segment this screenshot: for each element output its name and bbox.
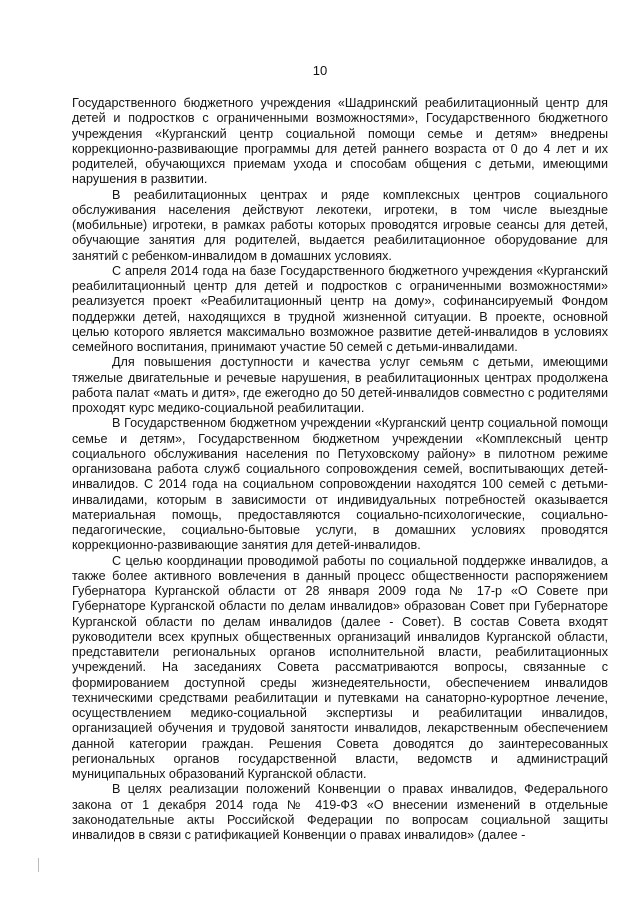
paragraph-social-support-services: В Государственном бюджетном учреждении «Курганский центр социальной помощи семье и детям», Государственном бюджетном учреждении «Комплексный центр социального обслуживания населения по Петуховскому району» в пилотном режиме организована работа служб социального сопровождения семей, воспитывающих детей-инвалидов. С 2014 года на социальном сопровождении находятся 100 семей с детьми-инвалидами, которым в зависимости от индивидуальных потребностей оказывается материальная помощь, предоставляются социально-психологические, социально-педагогические, социально-бытовые услуги, в домашних условиях проводятся коррекционно-развивающие занятия для детей-инвалидов. — [72, 416, 608, 553]
paragraph-governor-council: С целью координации проводимой работы по социальной поддержке инвалидов, а также более активного вовлечения в данный процесс общественности распоряжением Губернатора Курганской области от 28 января 2009 года № 17-р «О Совете при Губернаторе Курганской области по делам инвалидов» образован Совет при Губернаторе Курганской области по делам инвалидов (далее - Совет). В состав Совета входят руководители всех крупных общественных организаций инвалидов Курганской области, представители региональных органов исполнительной власти, реабилитационных учреждений. На заседаниях Совета рассматриваются вопросы, связанные с формированием доступной среды жизнедеятельности, обеспечением инвалидов техническими средствами реабилитации и путевками на санаторно-курортное лечение, осуществлением медико-социальной экспертизы и реабилитации инвалидов, организацией обучения и трудовой занятости инвалидов, лекарственным обеспечением данной категории граждан. Решения Совета доводятся до заинтересованных региональных органов государственной власти, ведомств и администраций муниципальных образований Курганской области. — [72, 553, 608, 781]
paragraph-mother-child-wards: Для повышения доступности и качества услуг семьям с детьми, имеющими тяжелые двигательные и речевые нарушения, в реабилитационных центрах продолжена работа палат «мать и дитя», где ежегодно до 50 детей-инвалидов совместно с родителями проходят курс медико-социальной реабилитации. — [72, 355, 608, 415]
paragraph-home-rehab-project: С апреля 2014 года на базе Государственного бюджетного учреждения «Курганский реабилитационный центр для детей и подростков с ограниченными возможностями» реализуется проект «Реабилитационный центр на дому», софинансируемый Фондом поддержки детей, находящихся в трудной жизненной ситуации. В проекте, основной целью которого является максимально возможное развитие детей-инвалидов в условиях семейного воспитания, принимают участие 50 семей с детьми-инвалидами. — [72, 263, 608, 354]
document-body — [72, 96, 608, 843]
paragraph-convention: В целях реализации положений Конвенции о правах инвалидов, Федерального закона от 1 декабря 2014 года № 419-ФЗ «О внесении изменений в отдельные законодательные акты Российской Федерации по вопросам социальной защиты инвалидов в связи с ратификацией Конвенции о правах инвалидов» (далее - — [72, 782, 608, 842]
scan-edge-mark — [38, 858, 39, 872]
paragraph-continuation: Государственного бюджетного учреждения «Шадринский реабилитационный центр для детей и подростков с ограниченными возможностями», Государственного бюджетного учреждения «Курганский центр социальной помощи семье и детям» внедрены коррекционно-развивающие программы для детей раннего возраста от 0 до 4 лет и их родителей, обучающихся приемам ухода и способам общения с детьми, имеющими нарушения в развитии. — [72, 96, 608, 187]
paragraph-lekoteki: В реабилитационных центрах и ряде комплексных центров социального обслуживания населения действуют лекотеки, игротеки, в том числе выездные (мобильные) игротеки, в рамках работы которых проводятся игровые сеансы для детей, обучающие занятия для родителей, выдается реабилитационное оборудование для занятий с ребенком-инвалидом в домашних условиях. — [72, 187, 608, 263]
page-number: 10 — [312, 63, 328, 78]
